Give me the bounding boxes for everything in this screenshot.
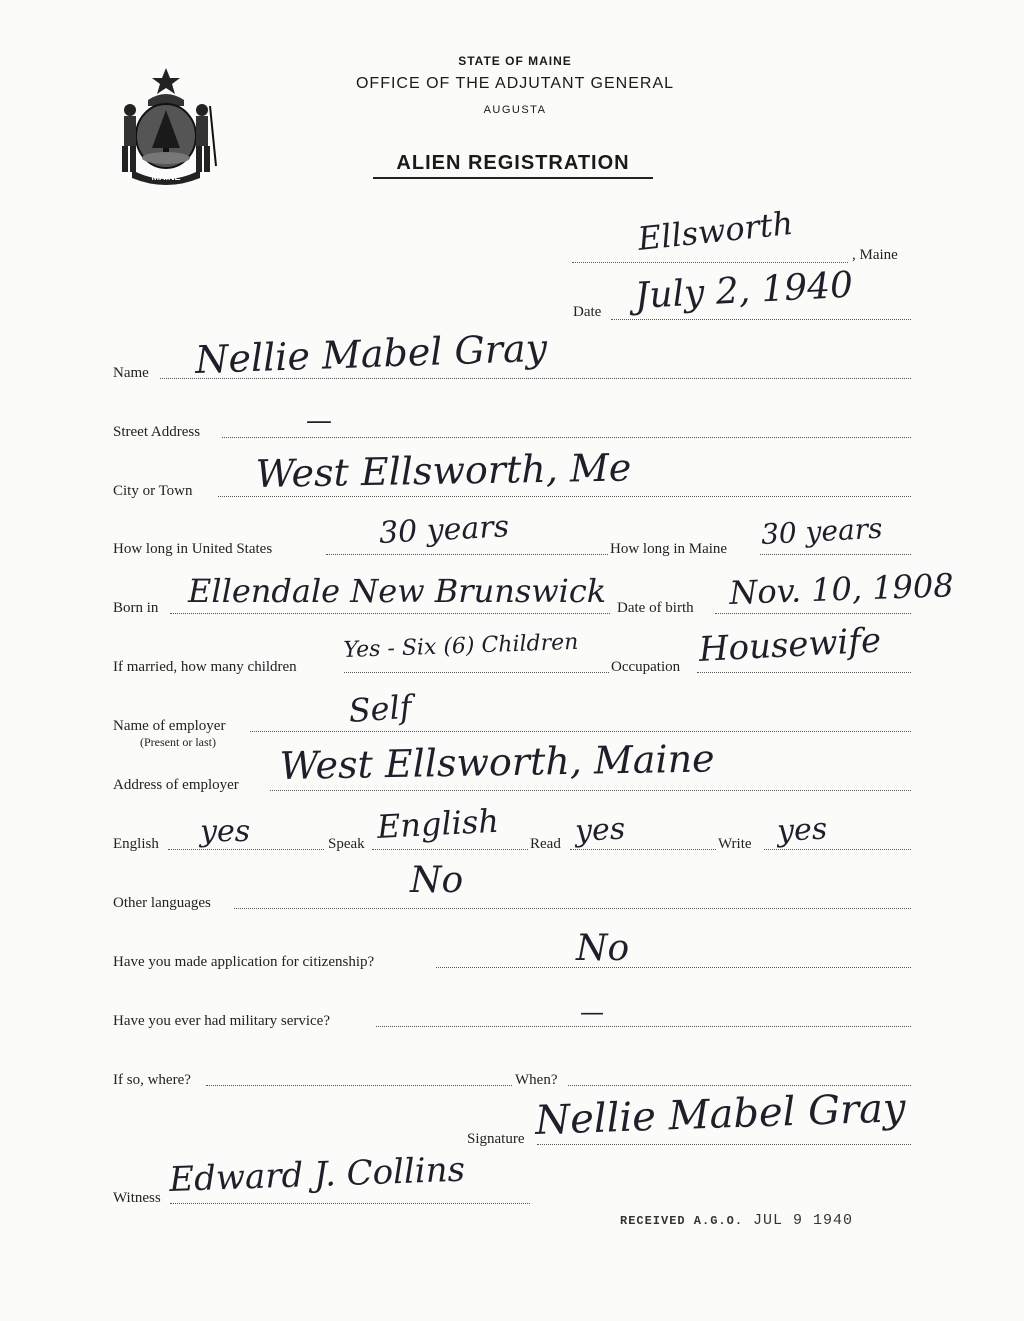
write-line	[764, 849, 911, 850]
city-heading: AUGUSTA	[483, 104, 547, 116]
town-line	[572, 262, 848, 263]
occupation-label: Occupation	[611, 659, 681, 675]
read-line	[570, 849, 716, 850]
where-label: If so, where?	[113, 1072, 191, 1088]
years-us-value: 30 years	[378, 509, 510, 551]
city-label: City or Town	[113, 483, 193, 499]
dob-line	[715, 613, 911, 614]
married-line	[344, 672, 609, 673]
years-maine-line	[760, 554, 911, 555]
employer-label: Name of employer	[113, 718, 226, 734]
dob-value: Nov. 10, 1908	[728, 566, 955, 612]
received-stamp-text: RECEIVED A.G.O.	[620, 1214, 744, 1228]
children-value: Yes - Six (6) Children	[343, 629, 579, 663]
when-label: When?	[515, 1072, 558, 1088]
witness-label: Witness	[113, 1190, 161, 1206]
state-seal-icon	[112, 66, 220, 188]
other-languages-value: No	[410, 860, 464, 901]
read-label: Read	[530, 836, 561, 852]
city-line	[218, 496, 911, 497]
years-maine-value: 30 years	[760, 511, 884, 551]
date-line	[611, 319, 911, 320]
read-value: yes	[574, 811, 627, 849]
signature-line	[537, 1144, 911, 1145]
witness-value: Edward J. Collins	[168, 1149, 466, 1200]
name-value: Nellie Mabel Gray	[194, 325, 548, 382]
signature-label: Signature	[467, 1131, 525, 1147]
other-languages-label: Other languages	[113, 895, 211, 911]
military-value: —	[580, 998, 604, 1026]
married-label: If married, how many children	[113, 659, 297, 675]
where-line	[206, 1085, 512, 1086]
employer-addr-value: West Ellsworth, Maine	[279, 736, 715, 788]
occupation-value: Housewife	[697, 620, 883, 670]
born-label: Born in	[113, 600, 159, 616]
english-value: yes	[200, 814, 251, 849]
employer-sub-label: (Present or last)	[140, 735, 216, 749]
military-line	[376, 1026, 911, 1027]
form-title: ALIEN REGISTRATION	[373, 152, 653, 179]
date-label: Date	[573, 304, 602, 320]
citizenship-line	[436, 967, 911, 968]
born-line	[170, 613, 610, 614]
received-stamp-date: JUL 9 1940	[753, 1212, 854, 1229]
write-label: Write	[718, 836, 752, 852]
witness-line	[170, 1203, 530, 1204]
years-maine-label: How long in Maine	[610, 541, 728, 557]
citizenship-value: No	[576, 928, 630, 969]
other-languages-line	[234, 908, 911, 909]
occupation-line	[697, 672, 911, 673]
date-value: July 2, 1940	[633, 264, 855, 317]
svg-text:MAINE: MAINE	[151, 172, 181, 182]
name-label: Name	[113, 365, 149, 381]
english-label: English	[113, 836, 159, 852]
maine-suffix-label: , Maine	[852, 247, 898, 263]
military-label: Have you ever had military service?	[113, 1013, 330, 1029]
city-value: West Ellsworth, Me	[255, 445, 632, 496]
speak-line	[372, 849, 528, 850]
citizenship-label: Have you made application for citizenship?	[113, 954, 375, 970]
years-us-line	[326, 554, 608, 555]
speak-value: English	[376, 801, 500, 846]
street-value: —	[306, 406, 332, 436]
write-value: yes	[776, 811, 829, 849]
employer-value: Self	[347, 687, 413, 730]
state-heading: STATE OF MAINE	[458, 54, 572, 68]
born-value: Ellendale New Brunswick	[188, 572, 607, 610]
employer-addr-label: Address of employer	[113, 777, 239, 793]
employer-addr-line	[270, 790, 911, 791]
street-line	[222, 437, 911, 438]
received-stamp	[620, 1212, 853, 1229]
town-value: Ellsworth	[636, 203, 795, 258]
office-heading: OFFICE OF THE ADJUTANT GENERAL	[355, 75, 675, 92]
dob-label: Date of birth	[617, 600, 694, 616]
street-label: Street Address	[113, 424, 201, 440]
signature-value: Nellie Mabel Gray	[534, 1085, 907, 1144]
speak-label: Speak	[328, 836, 365, 852]
years-us-label: How long in United States	[113, 541, 273, 557]
employer-line	[250, 731, 911, 732]
english-line	[168, 849, 324, 850]
